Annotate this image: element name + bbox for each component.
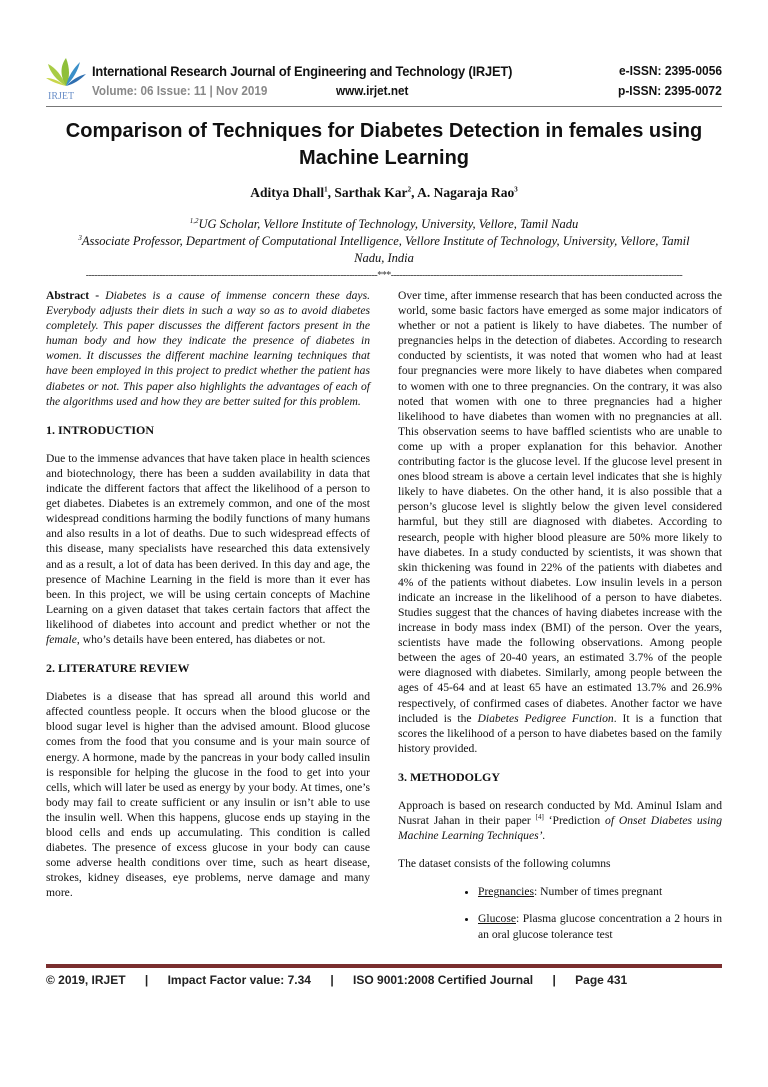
affiliation-2	[46, 233, 722, 267]
column-desc: : Number of times pregnant	[534, 885, 663, 899]
literature-paragraph: Diabetes is a disease that has spread all around this world and affected countless people. It occurs when the blood glucose or the blood sugar level is higher than the advised amount. Blood glucose comes from the food that you consume and is your main source of energy. A hormone, made by the pancreas in your body called insulin is responsible for helping the glucose in the food to get into your cells, which will later be used as energy by your body. At times, one’s body may fail to create sufficient or any insulin or isn’t able to use the insulin well. When this happens, glucose ends up staying in the blood cells and ends up accumulating. This condition is called diabetes. The presence of excess glucose in your body can cause some adverse health conditions over time, such as heart disease, strokes, kidney diseases, eye problems, nerve damage and many more.	[46, 690, 370, 900]
aff-sup: 3	[78, 233, 82, 242]
footer-sep: |	[144, 972, 149, 987]
footer-copyright: © 2019, IRJET	[46, 972, 126, 987]
intro-text: Due to the immense advances that have taken place in health sciences and biotechnology, there has been a sudden availability in data that indicate the different factors that affect the likelihood of a person to get diabetes. Diabetes is an extremely common, and one of the most widespread conditions harming the bodily functions of many humans and also results in a lot of deaths. Due to such widespread effects of this disease, many specialists have researched this data extensively and as a result, a lot of data has been derived. In this day and age, the presence of Machine Learning in the field is more than it ever has been. In this project, we will be using certain concepts of Machine Learning on a given dataset that takes certain factors that affect the likelihood of diabetes into account and predict whether or not the	[46, 451, 370, 631]
footer-divider	[46, 964, 722, 968]
footer	[46, 973, 722, 1003]
list-item	[478, 911, 722, 941]
author-sup: 2	[407, 185, 412, 194]
author-sup: 1	[324, 185, 328, 194]
spacer	[46, 954, 722, 964]
aff-text: Associate Professor, Department of Computational Intelligence, Vellore Institute of Technology, University, Vellore, Tamil Nadu, India	[81, 234, 690, 265]
footer-sep: |	[552, 972, 556, 987]
aff-sup: 1,2	[189, 216, 199, 225]
volume-issue: Volume: 06 Issue: 11 | Nov 2019	[92, 83, 268, 98]
footer-impact-factor: Impact Factor value: 7.34	[167, 972, 311, 987]
footer-page-number: Page 431	[575, 972, 628, 987]
intro-text-end: , who’s details have been entered, has diabetes or not.	[76, 632, 326, 646]
column-name: Glucose	[478, 912, 516, 926]
heading-literature-review: 2. LITERATURE REVIEW	[46, 661, 190, 676]
dataset-columns-list	[398, 884, 722, 941]
aff-text: UG Scholar, Vellore Institute of Technology, University, Vellore, Tamil Nadu	[198, 217, 579, 231]
authors: Aditya Dhall$^1$, Sarthak Kar$^2$, A. Nagaraja Rao$^3$	[250, 185, 518, 200]
intro-paragraph	[46, 451, 370, 647]
journal-title: International Research Journal of Engineering and Technology (IRJET)	[92, 63, 513, 79]
section-separator: -------------------------------------------------------------------------------------------------------***-------------------------------------------------------------------------------------------------------	[85, 270, 683, 281]
abstract-label: Abstract -	[46, 289, 106, 302]
factors-italic: Diabetes Pedigree Function	[477, 711, 614, 725]
author: A. Nagaraja Rao	[417, 185, 515, 200]
factors-paragraph	[398, 288, 722, 756]
footer-sep: |	[330, 972, 334, 987]
approach-text-2: ‘Prediction	[543, 814, 606, 828]
intro-italic: female	[46, 632, 77, 646]
author: Aditya Dhall	[250, 185, 325, 200]
dataset-intro: The dataset consists of the following columns	[398, 857, 611, 871]
right-column	[398, 288, 722, 954]
column-name: Pregnancies	[478, 885, 535, 899]
footer-iso: ISO 9001:2008 Certified Journal	[353, 972, 534, 987]
approach-text: Approach is based on research conducted by Md. Aminul Islam and Nusrat Jahan in their paper	[398, 799, 722, 828]
approach-paragraph	[398, 798, 722, 843]
left-column	[46, 288, 370, 954]
affiliations	[46, 216, 722, 267]
abstract	[46, 288, 370, 409]
factors-text-end: . It is a function that scores the likelihood of a person to have diabetes based on the family history provided.	[398, 711, 722, 755]
heading-methodology: 3. METHODOLGY	[398, 769, 501, 784]
author-sup: 3	[514, 185, 518, 194]
column-desc: : Plasma glucose concentration a 2 hours in an oral glucose tolerance test	[478, 912, 722, 941]
approach-italic: of Onset Diabetes using Machine Learning Techniques’.	[398, 814, 722, 843]
abstract-text: Diabetes is a cause of immense concern these days. Everybody adjusts their diets in such a way so as to avoid diabetes completely. This paper discusses the different factors present in the human body and how they indicate the presence of diabetes in women. It discusses the different machine learning techniques that have been employed in this project to predict whether the patient has diabetes or not. This paper also highlights the advantages of each of the algorithms used and how they are better suited for this problem.	[46, 289, 370, 408]
citation-ref[interactable]: [4]	[535, 813, 544, 822]
list-item	[478, 884, 722, 899]
two-column-body	[46, 288, 722, 954]
heading-introduction: 1. INTRODUCTION	[46, 422, 155, 437]
svg-text:IRJET: IRJET	[48, 91, 75, 100]
factors-text: Over time, after immense research that has been conducted across the world, some basic factors have emerged as some major indicators of whether or not a patient is likely to have diabetes. The number of pregnancies helps in the detection of diabetes. According to research conducted by scientists, it was noted that women who had at least four pregnancies were more likely to have diabetes when compared to women with one to three pregnancies. On the contrary, it was also noted that women with one to three pregnancies had a higher likelihood to have diabetes than women with no pregnancies at all. This observation seems to have baffled scientists who are unable to come up with a proper explanation for this behavior. Another contributing factor is the glucose level. If the glucose level present in ones blood stream is above a certain level indicates that she is highly likely to have diabetes. On the other hand, it is also possible that a person’s glucose level is slightly below the given level considered harmful, but they still are diagnosed with diabetes. According to research, people with higher blood pleasure are 50% more likely to have diabetes. In a study conducted by scientists, it was shown that skin thickening was found in 22% of the patients with diabetes and 4% of the patients without diabetes. Low insulin levels in a person indicate an increase in the likelihood of a person to have diabetes. Studies suggest that the chances of having diabetes increase with the increase in body mass index (BMI) of the person. Over the years, scientists have made the following observations. Among people between the ages of 20-40 years, an estimated 3.7% of the people were diagnosed with diabetes. Similarly, among people between the ages of 45-64 and at least 65 have an estimated 13.7% and 26.9% respectively, of confirmed cases of diabetes. Another factor we have included is the	[398, 289, 722, 725]
separator-stars: ***	[377, 270, 391, 281]
p-issn: p-ISSN: 2395-0072	[618, 83, 722, 98]
paper-title: Comparison of Techniques for Diabetes Detection in females using Machine Learning	[65, 120, 703, 169]
affiliation-1	[46, 216, 722, 233]
e-issn: e-ISSN: 2395-0056	[618, 63, 722, 78]
journal-website[interactable]: www.irjet.net	[336, 83, 409, 98]
author: Sarthak Kar	[334, 185, 408, 200]
